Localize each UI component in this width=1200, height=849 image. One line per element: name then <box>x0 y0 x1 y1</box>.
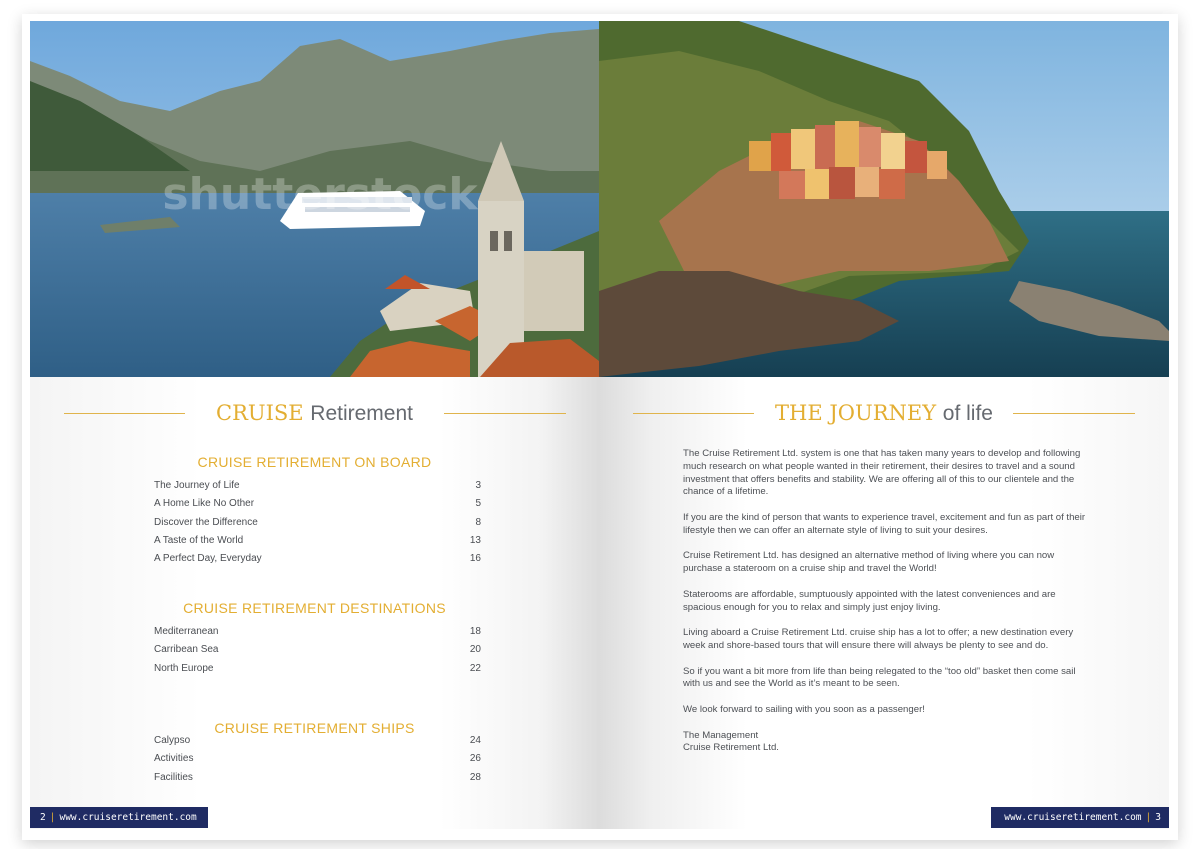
toc-item-label: Discover the Difference <box>154 516 258 528</box>
toc-list <box>154 623 481 678</box>
toc-item[interactable] <box>154 532 481 550</box>
toc-item-label: The Journey of Life <box>154 480 240 491</box>
body-paragraph: Living aboard a Cruise Retirement Ltd. cruise ship has a lot to offer; a new destination every week and shore-based tours that will ensure there will always be plenty to see and do. <box>683 627 1074 651</box>
body-paragraph: Cruise Retirement Ltd. has designed an alternative method of living where you can now purchase a stateroom on a cruise ship and travel the World! <box>683 550 1055 575</box>
toc-item-label: Mediterranean <box>154 626 219 637</box>
toc-item-page: 5 <box>475 498 481 510</box>
cruise-bay-photo <box>30 21 599 377</box>
right-heading <box>599 396 1169 430</box>
toc-list <box>154 732 481 787</box>
toc-item-page: 16 <box>469 553 481 565</box>
toc-item-label: A Home Like No Other <box>154 498 255 510</box>
toc-item[interactable] <box>154 623 481 641</box>
signature-line: The Management <box>683 729 759 741</box>
toc-item[interactable] <box>154 514 481 532</box>
footer-url-link[interactable]: www.cruiseretirement.com <box>1004 812 1142 823</box>
footer-separator: | <box>49 812 56 823</box>
toc-item[interactable] <box>154 641 481 659</box>
toc-item[interactable] <box>154 550 481 568</box>
watermark-text: shutterstock <box>162 169 478 220</box>
footer-tab-right <box>991 807 1169 828</box>
toc-item-page: 26 <box>469 753 481 765</box>
page-number: 3 <box>1155 812 1161 823</box>
toc-item-label: Calypso <box>154 735 191 746</box>
toc-list <box>154 477 481 568</box>
toc-item-page: 28 <box>469 771 481 783</box>
toc-item[interactable] <box>154 769 481 787</box>
footer-separator: | <box>1145 812 1152 823</box>
toc-item-page: 3 <box>475 480 481 491</box>
page-number: 2 <box>40 812 46 823</box>
toc-item-label: A Perfect Day, Everyday <box>154 553 262 565</box>
body-paragraph: The Cruise Retirement Ltd. system is one that has taken many years to develop and following much research on what people wanted in their retirement, their desires to travel and a sound investment that offers benefits and stability. We are offering all of this to our clientele and the chance of a lifetime. <box>683 448 1081 498</box>
body-paragraph: If you are the kind of person that wants to experience travel, excitement and fun as part of their lifestyle then we can offer an alternate style of living to suit your desires. <box>683 511 1086 536</box>
toc-item-page: 13 <box>469 534 481 546</box>
footer-url-link[interactable]: www.cruiseretirement.com <box>59 812 197 823</box>
page-title <box>599 396 1169 431</box>
toc-item-label: A Taste of the World <box>154 534 244 546</box>
toc-item-label: Facilities <box>154 771 193 783</box>
toc-item-page: 22 <box>469 662 481 674</box>
toc-item[interactable] <box>154 660 481 678</box>
toc-item[interactable] <box>154 732 481 750</box>
body-paragraph: Staterooms are affordable, sumptuously appointed with the latest conveniences and are spacious enough for you to relax and simply just enjoy living. <box>683 588 1056 613</box>
toc-item-page: 18 <box>469 626 481 637</box>
toc-item-label: Carribean Sea <box>154 644 219 656</box>
toc-section-title: CRUISE RETIREMENT ON BOARD <box>197 454 432 470</box>
left-heading <box>30 396 599 430</box>
title-accent: THE JOURNEY <box>775 401 937 425</box>
toc-section-title: CRUISE RETIREMENT DESTINATIONS <box>183 600 446 616</box>
toc-item-label: North Europe <box>154 662 214 674</box>
letter-body <box>683 448 1088 755</box>
right-page <box>599 21 1169 829</box>
title-rest: Retirement <box>310 402 413 425</box>
footer-tab-left <box>30 807 208 828</box>
toc-item-page: 24 <box>469 735 481 746</box>
toc-item[interactable] <box>154 477 481 495</box>
toc-item[interactable] <box>154 750 481 768</box>
title-rest: of life <box>942 402 993 425</box>
title-accent: CRUISE <box>216 401 304 425</box>
left-page <box>30 21 599 829</box>
toc-section-title: CRUISE RETIREMENT SHIPS <box>214 720 415 736</box>
toc-item-label: Activities <box>154 753 194 765</box>
toc-item-page: 20 <box>469 644 481 656</box>
toc-item-page: 8 <box>475 516 481 528</box>
body-paragraph: So if you want a bit more from life than being relegated to the “too old” basket then come sail with us and see the World as it’s meant to be seen. <box>683 665 1076 690</box>
toc-item[interactable] <box>154 495 481 513</box>
cliffside-village-photo <box>599 21 1169 377</box>
body-paragraph: We look forward to sailing with you soon as a passenger! <box>683 703 925 715</box>
signature-company: Cruise Retirement Ltd. <box>683 742 779 754</box>
page-title <box>30 396 599 431</box>
